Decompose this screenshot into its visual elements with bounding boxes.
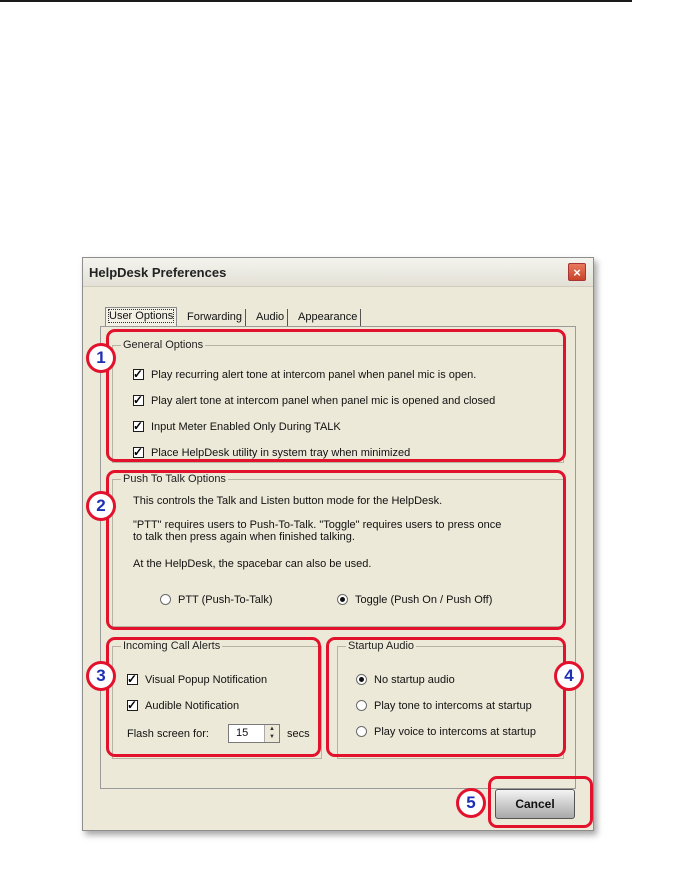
incoming-call-alerts-group: Incoming Call Alerts ✓ Visual Popup Notification ✓ Audible Notification Flash screen for: 15 ▲ ▼ secs — [112, 646, 322, 759]
ptt-explanation-line1: "PTT" requires users to Push-To-Talk. "Toggle" requires users to press once — [133, 519, 502, 531]
cancel-button[interactable]: Cancel — [495, 789, 575, 819]
ptt-explanation-line2: to talk then press again when finished talking. — [133, 531, 355, 543]
check-icon: ✓ — [127, 698, 138, 712]
spin-down-icon[interactable]: ▼ — [269, 734, 275, 740]
flash-screen-label: Flash screen for: — [127, 728, 209, 740]
callout-2: 2 — [86, 491, 116, 521]
group-title: General Options — [123, 339, 204, 351]
highlight-push-to-talk — [106, 470, 566, 630]
tab-user-options[interactable]: User Options — [105, 307, 177, 326]
check-icon: ✓ — [133, 445, 144, 459]
close-button[interactable] — [568, 263, 586, 281]
highlight-general-options — [106, 329, 566, 462]
callout-4: 4 — [554, 661, 584, 691]
title-bar — [83, 258, 593, 287]
spin-up-icon[interactable]: ▲ — [269, 726, 275, 732]
ptt-description: This controls the Talk and Listen button mode for the HelpDesk. — [133, 495, 443, 507]
callout-5: 5 — [456, 788, 486, 818]
group-title: Startup Audio — [348, 640, 415, 652]
page-top-rule — [0, 0, 632, 2]
check-icon: ✓ — [133, 419, 144, 433]
tab-forwarding[interactable]: Forwarding — [184, 309, 246, 326]
dialog-title: HelpDesk Preferences — [89, 265, 227, 280]
tab-appearance[interactable]: Appearance — [295, 309, 361, 326]
group-title: Incoming Call Alerts — [123, 640, 221, 652]
flash-seconds-value: 15 — [236, 727, 249, 739]
callout-1: 1 — [86, 343, 116, 373]
check-icon: ✓ — [133, 393, 144, 407]
close-icon: × — [573, 265, 581, 280]
highlight-startup-audio — [326, 637, 566, 757]
check-icon: ✓ — [133, 367, 144, 381]
startup-audio-group: Startup Audio No startup audio Play tone to intercoms at startup Play voice to intercoms at startup — [337, 646, 564, 759]
tab-audio[interactable]: Audio — [253, 309, 288, 326]
spacebar-note: At the HelpDesk, the spacebar can also be used. — [133, 558, 372, 570]
highlight-incoming-call-alerts — [106, 637, 321, 757]
callout-3: 3 — [86, 661, 116, 691]
group-title: Push To Talk Options — [123, 473, 226, 485]
general-options-group: General Options ✓ Play recurring alert tone at intercom panel when panel mic is open. ✓ Play alert tone at intercom panel when panel mic is opened and closed ✓ Input Meter Enabled Only During TALK ✓ Place HelpDesk utility in system tray when minimized — [112, 345, 564, 463]
check-icon: ✓ — [127, 672, 138, 686]
highlight-cancel-button — [488, 776, 593, 828]
push-to-talk-group: Push To Talk Options This controls the Talk and Listen button mode for the HelpDesk. "PTT" requires users to Push-To-Talk. "Toggle" requires users to press once to talk then press again when finished talking. At the HelpDesk, the spacebar can also be used. PTT (Push-To-Talk) Toggle (Push On / Push Off) — [112, 479, 564, 627]
flash-unit-label: secs — [287, 728, 310, 740]
